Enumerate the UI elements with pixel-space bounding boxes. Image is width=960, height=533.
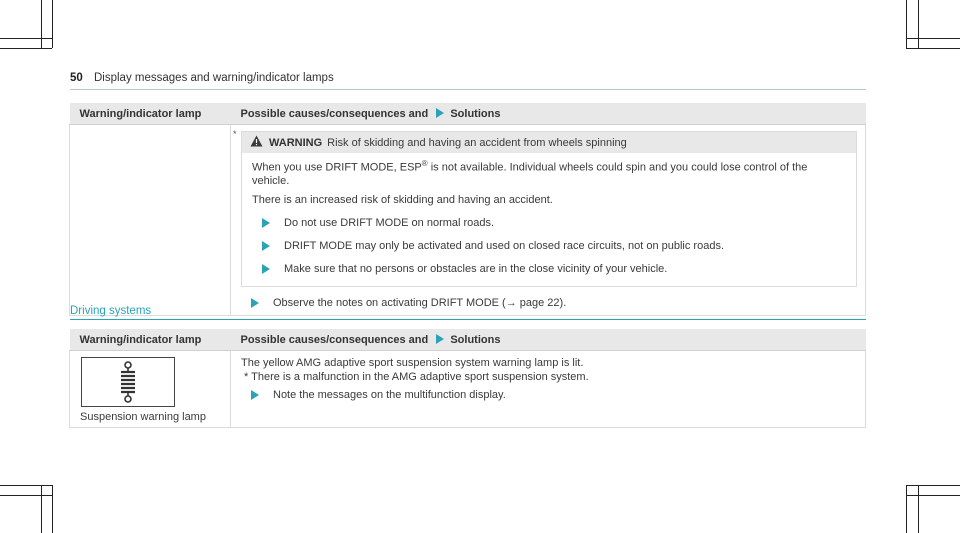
warning-paragraph	[252, 157, 846, 188]
warning-table-drift	[69, 103, 866, 316]
col-header-solutions-suffix: Solutions	[450, 107, 501, 120]
step-arrow-icon	[251, 298, 259, 308]
page-number: 50	[70, 72, 83, 84]
col-header-lamp: Warning/indicator lamp	[70, 329, 231, 351]
crop-mark	[906, 485, 960, 486]
col-header-solutions	[231, 103, 866, 125]
table-row	[70, 125, 866, 316]
crop-mark	[0, 485, 52, 486]
warning-text: is not available. Individual wheels could spin and you could lose control of the vehicle.	[252, 161, 808, 187]
warning-step	[252, 217, 846, 230]
solution-step	[241, 388, 855, 402]
col-header-solutions-prefix: Possible causes/consequences and	[240, 107, 429, 120]
page-header-title: Display messages and warning/indicator lamps	[94, 72, 334, 84]
observe-step	[241, 297, 857, 309]
warning-label: WARNING	[269, 136, 323, 149]
section-title: Driving systems	[70, 305, 152, 317]
crop-mark	[906, 0, 907, 48]
warning-paragraph: There is an increased risk of skidding and having an accident.	[252, 193, 553, 206]
lamp-status-text: The yellow AMG adaptive sport suspension system warning lamp is lit.	[241, 357, 584, 369]
crop-mark	[906, 48, 960, 49]
lamp-cause-text: * There is a malfunction in the AMG adaptive sport suspension system.	[244, 371, 589, 383]
warning-step	[252, 263, 846, 276]
warning-step	[252, 240, 846, 253]
crop-mark	[52, 485, 53, 533]
step-text: DRIFT MODE may only be activated and used on closed race circuits, not on public roads.	[284, 239, 725, 252]
crop-mark	[906, 38, 960, 39]
step-arrow-icon	[262, 218, 270, 228]
crop-mark	[41, 0, 42, 48]
suspension-warning-icon	[81, 357, 175, 407]
warning-text: When you use DRIFT MODE, ESP	[252, 161, 422, 174]
table-row	[70, 351, 866, 428]
step-arrow-icon	[251, 390, 259, 400]
crop-mark	[52, 0, 53, 48]
col-header-solutions	[231, 329, 866, 351]
lamp-cell	[70, 351, 231, 428]
step-text: Note the messages on the multifunction display.	[273, 389, 506, 401]
section-divider	[70, 319, 866, 320]
warning-box	[233, 129, 857, 287]
table-header-row	[70, 103, 866, 125]
solution-arrow-icon	[436, 334, 444, 344]
step-arrow-icon	[262, 264, 270, 274]
warning-title: Risk of skidding and having an accident from wheels spinning	[327, 136, 627, 149]
page-header	[70, 72, 334, 84]
solution-arrow-icon	[436, 108, 444, 118]
solutions-cell	[231, 351, 866, 428]
warning-title-bar	[242, 132, 856, 153]
solutions-cell	[231, 125, 866, 316]
observe-link-text[interactable]: Observe the notes on activating DRIFT MODE (→ page 22).	[273, 296, 567, 309]
crop-mark	[918, 485, 919, 533]
asterisk-marker: *	[233, 129, 237, 139]
step-text: Make sure that no persons or obstacles are in the close vicinity of your vehicle.	[284, 262, 668, 275]
col-header-solutions-suffix: Solutions	[450, 333, 501, 346]
crop-mark	[41, 485, 42, 533]
col-header-lamp: Warning/indicator lamp	[70, 103, 231, 125]
header-divider	[70, 89, 866, 90]
warning-table-suspension	[69, 329, 866, 428]
lamp-label: Suspension warning lamp	[80, 411, 206, 423]
crop-mark	[918, 0, 919, 48]
crop-mark	[0, 38, 52, 39]
table-header-row	[70, 329, 866, 351]
crop-mark	[0, 48, 52, 49]
step-text: Do not use DRIFT MODE on normal roads.	[284, 216, 495, 229]
warning-body	[242, 153, 856, 286]
warning-triangle-icon	[250, 135, 263, 150]
crop-mark	[906, 485, 907, 533]
registered-mark: ®	[421, 159, 428, 168]
step-arrow-icon	[262, 241, 270, 251]
col-header-solutions-prefix: Possible causes/consequences and	[240, 333, 429, 346]
lamp-cell-empty	[70, 125, 231, 316]
crop-mark	[0, 495, 52, 496]
crop-mark	[906, 495, 960, 496]
